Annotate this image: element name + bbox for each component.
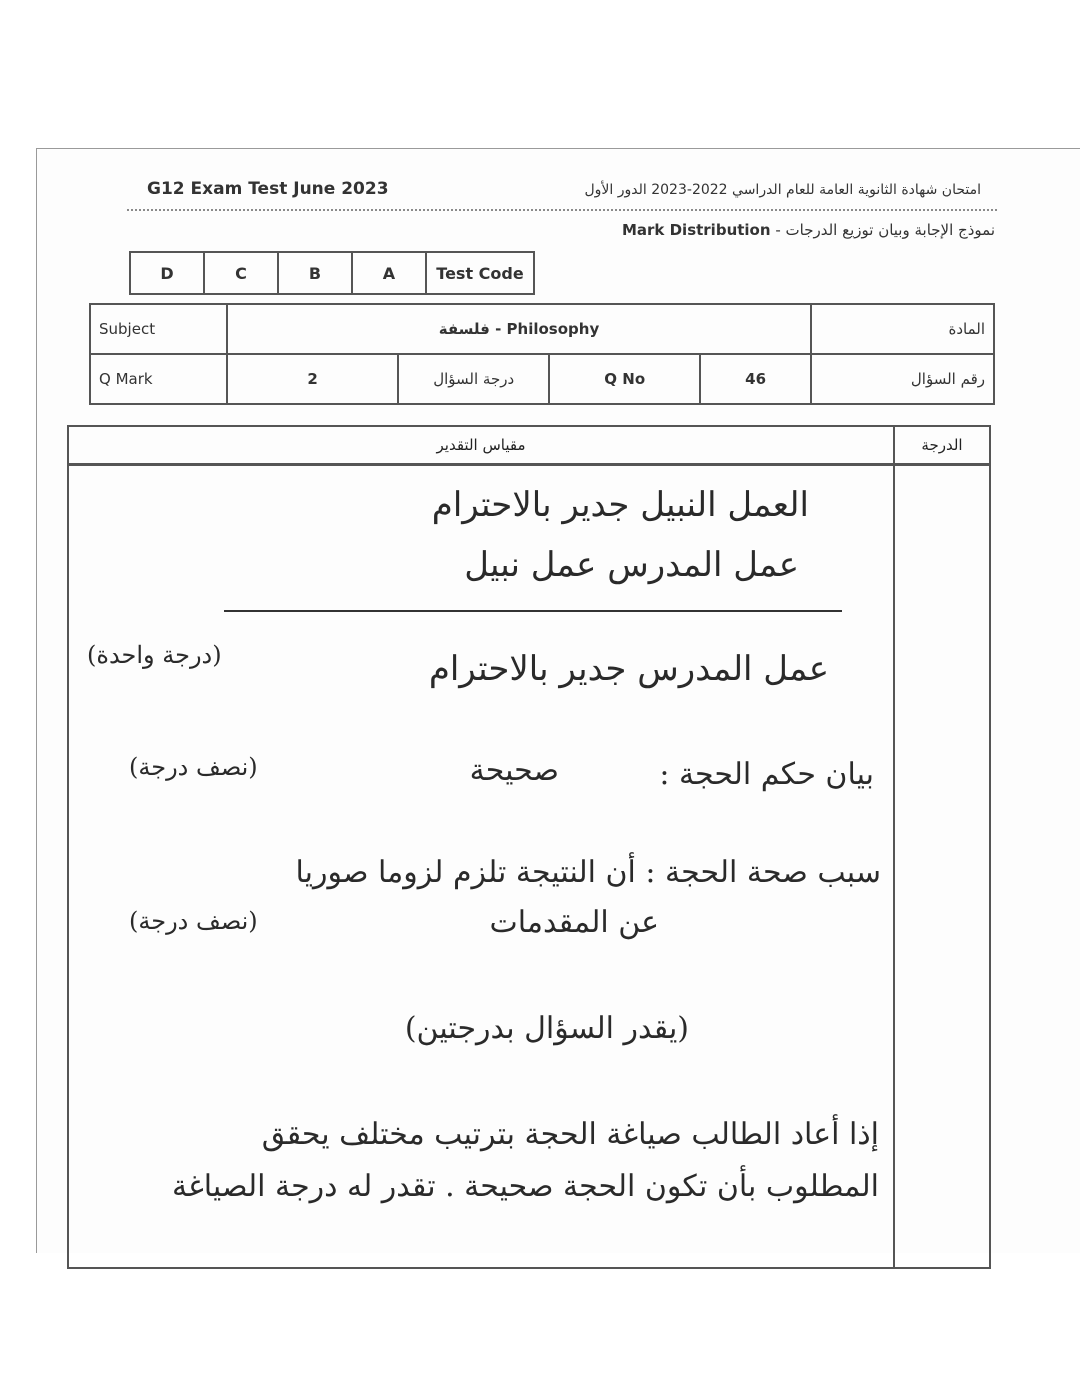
validity-value: صحيحة [469, 753, 559, 788]
subject-value: فلسفة - Philosophy [227, 304, 811, 354]
qmark-label-ar: درجة السؤال [398, 354, 549, 404]
question-info-table [89, 303, 995, 405]
qno-value: 46 [700, 354, 811, 404]
conclusion: عمل المدرس جدير بالاحترام [428, 649, 829, 689]
reason-mark: (نصف درجة) [129, 907, 258, 935]
mark-distribution-title [622, 221, 995, 239]
test-code-b: B [278, 252, 352, 294]
subject-label-en: Subject [90, 304, 227, 354]
qmark-label-en: Q Mark [90, 354, 227, 404]
qmark-value: 2 [227, 354, 398, 404]
subject-label-ar: المادة [811, 304, 994, 354]
note-line-2: المطلوب بأن تكون الحجة صحيحة . تقدر له درجة الصياغة [172, 1169, 879, 1204]
test-code-table [129, 251, 535, 295]
rubric-header-row [69, 427, 989, 466]
reason-line-1: سبب صحة الحجة : أن النتيجة تلزم لزوما صوريا [295, 855, 881, 890]
test-code-a: A [352, 252, 426, 294]
rubric-box [67, 425, 991, 1269]
premise-major: العمل النبيل جدير بالاحترام [431, 485, 809, 525]
conclusion-mark: (درجة واحدة) [87, 641, 222, 669]
test-code-d: D [130, 252, 204, 294]
validity-mark: (نصف درجة) [129, 753, 258, 781]
reason-line-2: عن المقدمات [489, 905, 659, 940]
header-divider [127, 209, 997, 211]
premise-minor: عمل المدرس عمل نبيل [464, 545, 799, 585]
mark-column-divider [893, 466, 895, 1267]
syllogism-line [224, 610, 842, 612]
validity-label: بيان حكم الحجة : [659, 757, 874, 792]
exam-title-en: G12 Exam Test June 2023 [147, 179, 389, 199]
total-mark-note: (يقدر السؤال بدرجتين) [404, 1011, 689, 1046]
qno-label-ar: رقم السؤال [811, 354, 994, 404]
mark-header: الدرجة [893, 427, 989, 463]
exam-title-ar: امتحان شهادة الثانوية العامة للعام الدراسي 2022-2023 الدور الأول [584, 182, 981, 198]
answer-sheet [36, 148, 1080, 1253]
criteria-header: مقياس التقدير [436, 436, 526, 454]
test-code-label: Test Code [426, 252, 534, 294]
test-code-c: C [204, 252, 278, 294]
subtitle-ar: نموذج الإجابة وبيان توزيع الدرجات - [775, 221, 995, 239]
subtitle-en: Mark Distribution [621, 221, 771, 239]
note-line-1: إذا أعاد الطالب صياغة الحجة بترتيب مختلف يحقق [261, 1117, 879, 1152]
qno-label-en: Q No [549, 354, 700, 404]
